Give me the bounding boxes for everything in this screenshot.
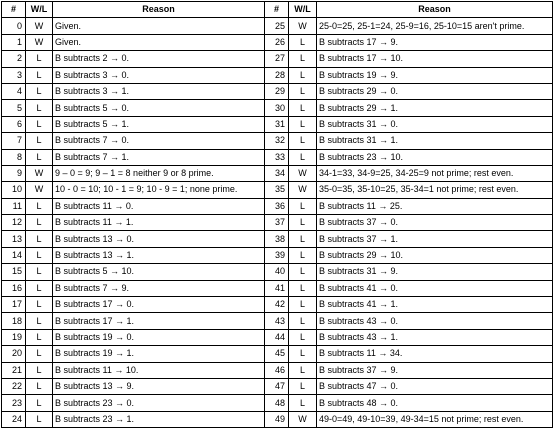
table-row — [2, 411, 553, 427]
win-loss-cell: L — [26, 313, 53, 329]
reason-cell: B subtracts 48 → 0. — [317, 395, 553, 411]
win-loss-cell: L — [289, 133, 317, 149]
reason-cell: B subtracts 7 → 0. — [53, 133, 265, 149]
reason-cell: B subtracts 43 → 0. — [317, 313, 553, 329]
reason-cell: B subtracts 7 → 1. — [53, 149, 265, 165]
number-cell: 44 — [265, 329, 289, 345]
reason-cell: B subtracts 11 → 0. — [53, 198, 265, 214]
reason-cell: B subtracts 2 → 0. — [53, 51, 265, 67]
number-cell: 28 — [265, 67, 289, 83]
reason-cell: B subtracts 11 → 10. — [53, 362, 265, 378]
reason-cell: B subtracts 29 → 0. — [317, 83, 553, 99]
reason-cell: Given. — [53, 34, 265, 50]
number-cell: 41 — [265, 280, 289, 296]
reason-cell: B subtracts 23 → 1. — [53, 411, 265, 427]
win-loss-cell: L — [26, 280, 53, 296]
win-loss-cell: L — [289, 198, 317, 214]
win-loss-cell: L — [26, 329, 53, 345]
number-cell: 30 — [265, 100, 289, 116]
number-cell: 36 — [265, 198, 289, 214]
reason-cell: B subtracts 17 → 10. — [317, 51, 553, 67]
win-loss-column-header: W/L — [289, 2, 317, 18]
table-row — [2, 247, 553, 263]
reason-cell: 35-0=35, 35-10=25, 35-34=1 not prime; rest even. — [317, 182, 553, 198]
table-row — [2, 378, 553, 394]
reason-cell: 34-1=33, 34-9=25, 34-25=9 not prime; rest even. — [317, 165, 553, 181]
number-cell: 26 — [265, 34, 289, 50]
number-cell: 47 — [265, 378, 289, 394]
reason-cell: B subtracts 29 → 10. — [317, 247, 553, 263]
reason-cell: B subtracts 17 → 1. — [53, 313, 265, 329]
number-cell: 20 — [2, 346, 26, 362]
reason-cell: B subtracts 13 → 0. — [53, 231, 265, 247]
number-cell: 48 — [265, 395, 289, 411]
reason-cell: 25-0=25, 25-1=24, 25-9=16, 25-10=15 aren't prime. — [317, 18, 553, 34]
table-row — [2, 51, 553, 67]
win-loss-cell: L — [289, 378, 317, 394]
number-cell: 2 — [2, 51, 26, 67]
table-row — [2, 231, 553, 247]
number-cell: 34 — [265, 165, 289, 181]
reason-cell: B subtracts 3 → 0. — [53, 67, 265, 83]
win-loss-column-header: W/L — [26, 2, 53, 18]
number-cell: 38 — [265, 231, 289, 247]
number-cell: 5 — [2, 100, 26, 116]
table-row — [2, 198, 553, 214]
reason-cell: B subtracts 13 → 1. — [53, 247, 265, 263]
number-cell: 10 — [2, 182, 26, 198]
reason-cell: Given. — [53, 18, 265, 34]
table-row — [2, 34, 553, 50]
win-loss-cell: L — [289, 247, 317, 263]
win-loss-cell: L — [26, 83, 53, 99]
win-loss-cell: L — [289, 83, 317, 99]
win-loss-cell: W — [289, 411, 317, 427]
reason-cell: B subtracts 7 → 9. — [53, 280, 265, 296]
number-cell: 11 — [2, 198, 26, 214]
reason-cell: B subtracts 19 → 1. — [53, 346, 265, 362]
win-loss-cell: L — [26, 215, 53, 231]
win-loss-cell: L — [26, 297, 53, 313]
table-row — [2, 100, 553, 116]
win-loss-cell: L — [289, 395, 317, 411]
number-cell: 21 — [2, 362, 26, 378]
table-row — [2, 149, 553, 165]
number-cell: 49 — [265, 411, 289, 427]
reason-cell: B subtracts 23 → 10. — [317, 149, 553, 165]
number-cell: 12 — [2, 215, 26, 231]
win-loss-cell: W — [26, 18, 53, 34]
reason-cell: B subtracts 23 → 0. — [53, 395, 265, 411]
reason-cell: B subtracts 37 → 9. — [317, 362, 553, 378]
number-cell: 9 — [2, 165, 26, 181]
number-cell: 16 — [2, 280, 26, 296]
win-loss-cell: L — [289, 100, 317, 116]
win-loss-cell: L — [26, 149, 53, 165]
reason-cell: B subtracts 37 → 0. — [317, 215, 553, 231]
table-row — [2, 280, 553, 296]
win-loss-cell: W — [26, 34, 53, 50]
table-row — [2, 67, 553, 83]
number-cell: 29 — [265, 83, 289, 99]
win-loss-cell: W — [289, 165, 317, 181]
number-cell: 7 — [2, 133, 26, 149]
win-loss-cell: L — [289, 51, 317, 67]
win-loss-cell: L — [289, 264, 317, 280]
number-cell: 37 — [265, 215, 289, 231]
win-loss-cell: L — [26, 247, 53, 263]
table-row — [2, 264, 553, 280]
number-cell: 3 — [2, 67, 26, 83]
win-loss-cell: L — [26, 51, 53, 67]
reason-cell: B subtracts 31 → 9. — [317, 264, 553, 280]
reason-cell: B subtracts 41 → 0. — [317, 280, 553, 296]
table-row — [2, 329, 553, 345]
reason-cell: B subtracts 29 → 1. — [317, 100, 553, 116]
win-loss-cell: L — [289, 362, 317, 378]
win-loss-cell: L — [26, 133, 53, 149]
number-cell: 6 — [2, 116, 26, 132]
win-loss-cell: L — [289, 313, 317, 329]
table-row — [2, 395, 553, 411]
table-row — [2, 313, 553, 329]
table-row — [2, 133, 553, 149]
reason-cell: B subtracts 17 → 0. — [53, 297, 265, 313]
number-cell: 15 — [2, 264, 26, 280]
reason-cell: B subtracts 11 → 34. — [317, 346, 553, 362]
number-cell: 43 — [265, 313, 289, 329]
win-loss-cell: L — [289, 280, 317, 296]
table-row — [2, 83, 553, 99]
win-loss-cell: L — [289, 231, 317, 247]
win-loss-cell: L — [289, 67, 317, 83]
header-row — [2, 2, 553, 18]
number-cell: 0 — [2, 18, 26, 34]
reason-column-header: Reason — [53, 2, 265, 18]
table-row — [2, 116, 553, 132]
win-loss-cell: L — [289, 116, 317, 132]
win-loss-cell: L — [26, 67, 53, 83]
number-cell: 8 — [2, 149, 26, 165]
win-loss-cell: L — [26, 100, 53, 116]
win-loss-cell: L — [26, 395, 53, 411]
number-cell: 24 — [2, 411, 26, 427]
number-cell: 25 — [265, 18, 289, 34]
win-loss-cell: L — [26, 378, 53, 394]
win-loss-table — [1, 1, 553, 428]
number-cell: 45 — [265, 346, 289, 362]
reason-cell: B subtracts 19 → 0. — [53, 329, 265, 345]
table-row — [2, 346, 553, 362]
reason-cell: B subtracts 43 → 1. — [317, 329, 553, 345]
reason-cell: B subtracts 17 → 9. — [317, 34, 553, 50]
win-loss-cell: L — [289, 297, 317, 313]
number-cell: 4 — [2, 83, 26, 99]
reason-cell: B subtracts 3 → 1. — [53, 83, 265, 99]
number-cell: 46 — [265, 362, 289, 378]
win-loss-cell: L — [289, 215, 317, 231]
table-row — [2, 182, 553, 198]
number-cell: 40 — [265, 264, 289, 280]
number-cell: 32 — [265, 133, 289, 149]
number-cell: 39 — [265, 247, 289, 263]
number-cell: 35 — [265, 182, 289, 198]
table-row — [2, 165, 553, 181]
win-loss-cell: W — [289, 18, 317, 34]
win-loss-cell: L — [26, 411, 53, 427]
win-loss-cell: L — [289, 329, 317, 345]
reason-cell: B subtracts 37 → 1. — [317, 231, 553, 247]
win-loss-cell: L — [26, 346, 53, 362]
number-cell: 13 — [2, 231, 26, 247]
number-cell: 14 — [2, 247, 26, 263]
number-cell: 1 — [2, 34, 26, 50]
number-cell: 31 — [265, 116, 289, 132]
win-loss-cell: L — [26, 231, 53, 247]
reason-cell: B subtracts 47 → 0. — [317, 378, 553, 394]
reason-cell: B subtracts 11 → 25. — [317, 198, 553, 214]
number-cell: 33 — [265, 149, 289, 165]
reason-cell: B subtracts 31 → 0. — [317, 116, 553, 132]
win-loss-cell: W — [26, 182, 53, 198]
reason-cell: 49-0=49, 49-10=39, 49-34=15 not prime; rest even. — [317, 411, 553, 427]
number-cell: 42 — [265, 297, 289, 313]
win-loss-cell: W — [289, 182, 317, 198]
win-loss-cell: L — [289, 346, 317, 362]
number-column-header: # — [2, 2, 26, 18]
reason-cell: B subtracts 31 → 1. — [317, 133, 553, 149]
number-cell: 22 — [2, 378, 26, 394]
number-cell: 17 — [2, 297, 26, 313]
number-column-header: # — [265, 2, 289, 18]
win-loss-cell: L — [289, 149, 317, 165]
reason-cell: B subtracts 5 → 1. — [53, 116, 265, 132]
reason-cell: B subtracts 11 → 1. — [53, 215, 265, 231]
reason-cell: 9 – 0 = 9; 9 – 1 = 8 neither 9 or 8 prime. — [53, 165, 265, 181]
win-loss-cell: L — [26, 264, 53, 280]
win-loss-cell: L — [26, 198, 53, 214]
number-cell: 19 — [2, 329, 26, 345]
win-loss-cell: L — [289, 34, 317, 50]
table-row — [2, 362, 553, 378]
reason-cell: B subtracts 19 → 9. — [317, 67, 553, 83]
table-row — [2, 18, 553, 34]
reason-cell: 10 - 0 = 10; 10 - 1 = 9; 10 - 9 = 1; none prime. — [53, 182, 265, 198]
win-loss-cell: L — [26, 116, 53, 132]
table-row — [2, 215, 553, 231]
table-row — [2, 297, 553, 313]
number-cell: 27 — [265, 51, 289, 67]
reason-cell: B subtracts 13 → 9. — [53, 378, 265, 394]
win-loss-cell: W — [26, 165, 53, 181]
number-cell: 23 — [2, 395, 26, 411]
win-loss-cell: L — [26, 362, 53, 378]
reason-cell: B subtracts 5 → 0. — [53, 100, 265, 116]
number-cell: 18 — [2, 313, 26, 329]
reason-column-header: Reason — [317, 2, 553, 18]
reason-cell: B subtracts 5 → 10. — [53, 264, 265, 280]
table-body — [2, 18, 553, 428]
reason-cell: B subtracts 41 → 1. — [317, 297, 553, 313]
